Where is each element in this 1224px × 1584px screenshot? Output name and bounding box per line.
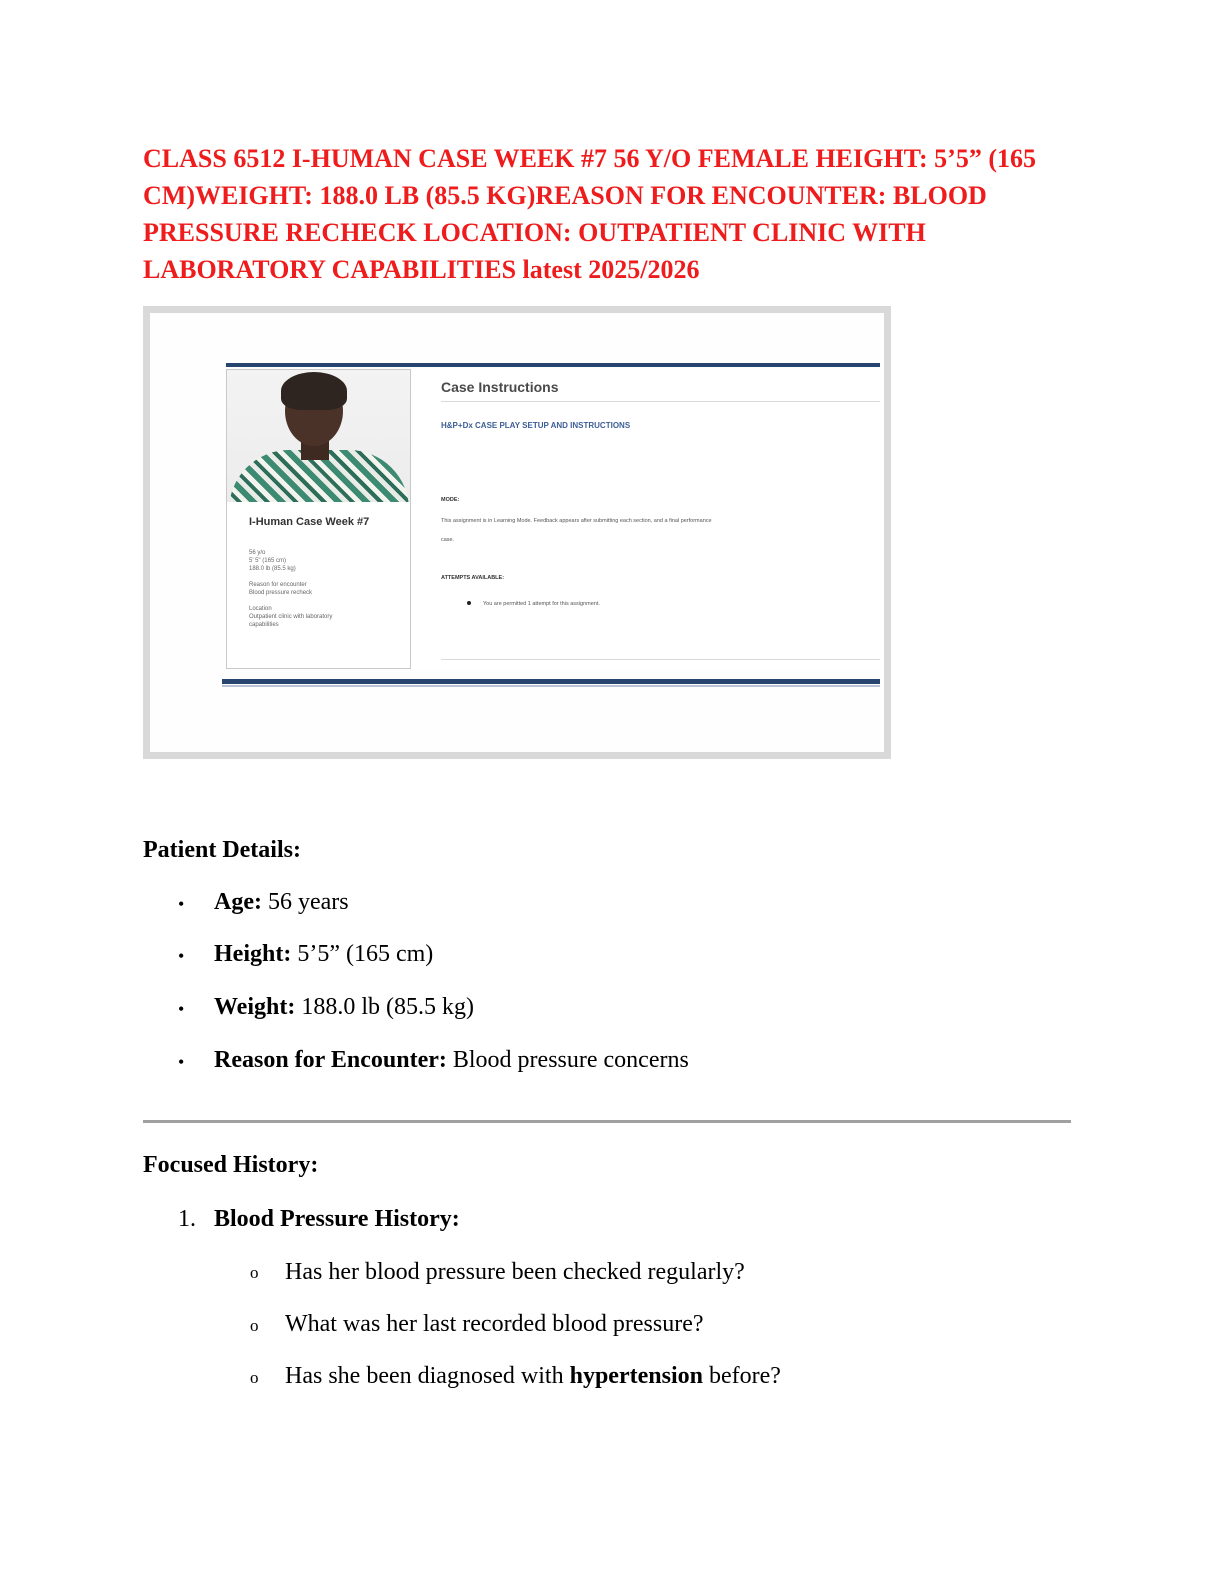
bullet-icon: •: [178, 946, 185, 966]
location-label: Location: [249, 606, 272, 612]
question-text: What was her last recorded blood pressure?: [285, 1311, 704, 1337]
app-bottom-bar-accent: [222, 685, 880, 687]
app-top-bar: [226, 363, 880, 367]
mode-text-cont: case.: [441, 537, 455, 543]
patient-photo: [227, 370, 410, 502]
app-bottom-bar: [222, 679, 880, 684]
patient-height: 5' 5" (165 cm): [249, 558, 286, 564]
setup-subheading: H&P+Dx CASE PLAY SETUP AND INSTRUCTIONS: [441, 421, 631, 430]
horizontal-rule: [143, 1120, 1071, 1123]
detail-weight: [214, 994, 474, 1021]
detail-reason: [214, 1047, 689, 1074]
question-text-end: before?: [702, 1363, 781, 1389]
case-instructions-heading: Case Instructions: [441, 379, 559, 395]
detail-label: Weight:: [214, 994, 296, 1020]
reason-value: Blood pressure recheck: [249, 590, 313, 596]
attempts-label: ATTEMPTS AVAILABLE:: [441, 575, 505, 581]
detail-value: Blood pressure concerns: [446, 1047, 689, 1073]
patient-age: 56 y/o: [249, 550, 266, 556]
location-value-cont: capabilities: [249, 622, 279, 628]
case-instructions-panel: [413, 369, 880, 669]
list-number: 1.: [178, 1206, 196, 1232]
detail-value: 56 years: [261, 889, 349, 915]
divider: [441, 401, 880, 402]
focused-history-heading: Focused History:: [143, 1152, 319, 1178]
detail-height: [214, 941, 433, 968]
detail-label: Age:: [214, 889, 262, 915]
section-title-text: Blood Pressure History:: [214, 1206, 460, 1232]
detail-value: 188.0 lb (85.5 kg): [295, 994, 474, 1020]
screenshot-canvas: [150, 313, 884, 752]
divider: [441, 659, 880, 660]
patient-weight: 188.0 lb (85.5 kg): [249, 566, 296, 572]
sub-bullet-icon: o: [250, 1368, 259, 1387]
history-section-title: [214, 1206, 460, 1233]
detail-label: Height:: [214, 941, 292, 967]
bullet-icon: •: [178, 1052, 185, 1072]
bullet-dot: [467, 601, 471, 605]
history-question: [285, 1311, 704, 1338]
detail-age: [214, 889, 349, 916]
patient-details-heading: Patient Details:: [143, 837, 301, 863]
detail-label: Reason for Encounter:: [214, 1047, 447, 1073]
detail-value: 5’5” (165 cm): [291, 941, 434, 967]
bullet-icon: •: [178, 894, 185, 914]
question-emphasis: hypertension: [569, 1363, 703, 1389]
history-question: [285, 1363, 781, 1390]
sub-bullet-icon: o: [250, 1263, 259, 1282]
question-text: Has she been diagnosed with: [285, 1363, 570, 1389]
document-title: CLASS 6512 I-HUMAN CASE WEEK #7 56 Y/O FEMALE HEIGHT: 5’5” (165 CM)WEIGHT: 188.0 LB (85.5 KG)REASON FOR ENCOUNTER: BLOOD PRESSURE RECHECK LOCATION: OUTPATIENT CLINIC WITH LABORATORY CAPABILITIES latest 2025/2026: [143, 144, 1036, 284]
case-title: I-Human Case Week #7: [249, 516, 370, 528]
mode-text: This assignment is in Learning Mode. Feedback appears after submitting each section, and a final performance: [441, 518, 712, 524]
reason-label: Reason for encounter: [249, 582, 307, 588]
ihuman-app: [226, 363, 880, 688]
patient-sidebar: [226, 369, 411, 669]
history-question: [285, 1259, 745, 1286]
mode-label: MODE:: [441, 497, 460, 503]
location-value: Outpatient clinic with laboratory: [249, 614, 333, 620]
bullet-icon: •: [178, 999, 185, 1019]
sub-bullet-icon: o: [250, 1316, 259, 1335]
attempts-text: You are permitted 1 attempt for this assignment.: [483, 601, 600, 607]
question-text: Has her blood pressure been checked regularly?: [285, 1259, 745, 1285]
case-screenshot: [143, 306, 891, 759]
